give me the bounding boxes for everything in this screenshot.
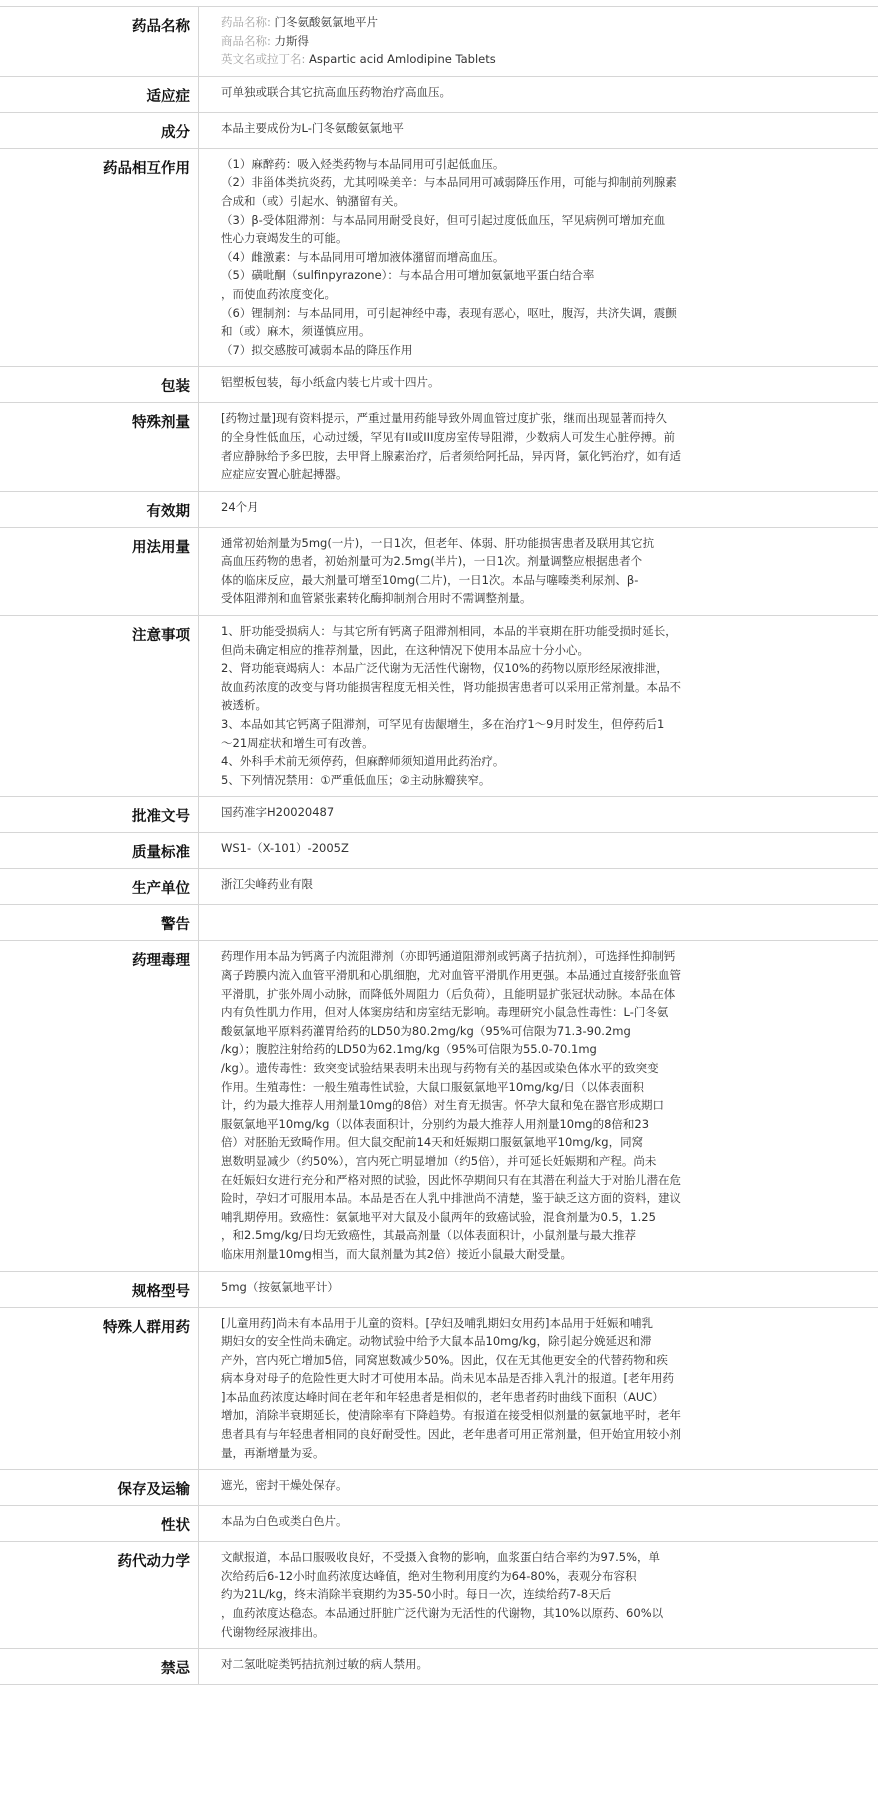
row-text-line: 对二氢吡啶类钙拮抗剂过敏的病人禁用。 xyxy=(221,1657,428,1672)
row-text-line: 倍）对胚胎无致畸作用。但大鼠交配前14天和妊娠期口服氨氯地平10mg/kg，同窝 xyxy=(221,1135,644,1150)
row-text-line: 4、外科手术前无须停药，但麻醉师须知道用此药治疗。 xyxy=(221,754,505,769)
spec-row xyxy=(0,1649,878,1685)
row-text-line: （5）磺吡酮（sulfinpyrazone）：与本品合用可增加氨氯地平蛋白结合率 xyxy=(221,268,595,283)
row-text-line: ]本品血药浓度达峰时间在老年和年轻患者是相似的，老年患者药时曲线下面积（AUC） xyxy=(221,1389,664,1404)
row-text-line: ～21周症状和增生可有改善。 xyxy=(221,735,374,750)
row-text-line: 1、肝功能受损病人：与其它所有钙离子阻滞剂相同，本品的半衰期在肝功能受损时延长， xyxy=(221,624,677,639)
row-text-line: 药理作用本品为钙离子内流阻滞剂（亦即钙通道阻滞剂或钙离子拮抗剂），可选择性抑制钙 xyxy=(221,949,676,964)
row-text-line: 但尚未确定相应的推荐剂量，因此，在这种情况下使用本品应十分小心。 xyxy=(221,642,589,657)
spec-row xyxy=(0,367,878,403)
spec-row xyxy=(0,1307,878,1470)
row-text-line: 代谢物经尿液排出。 xyxy=(221,1624,325,1639)
row-text-line: WS1-（X-101）-2005Z xyxy=(221,841,349,856)
row-label: 注意事项 xyxy=(0,616,199,797)
spec-row-names xyxy=(0,7,878,77)
row-label: 特殊剂量 xyxy=(0,403,199,491)
row-value xyxy=(199,833,879,869)
row-value xyxy=(199,367,879,403)
row-text-line: 5mg（按氨氯地平计） xyxy=(221,1279,339,1294)
spec-row xyxy=(0,616,878,797)
row-text-line: [儿童用药]尚未有本品用于儿童的资料。[孕妇及哺乳期妇女用药]本品用于妊娠和哺乳 xyxy=(221,1315,653,1330)
row-value xyxy=(199,491,879,527)
row-value xyxy=(199,1271,879,1307)
row-label: 禁忌 xyxy=(0,1649,199,1685)
spec-row xyxy=(0,1506,878,1542)
row-label: 质量标准 xyxy=(0,833,199,869)
row-text-line: 崽数明显减少（约50%），宫内死亡明显增加（约5倍），并可延长妊娠期和产程。尚未 xyxy=(221,1153,657,1168)
row-text-line: 病本身对母子的危险性更大时才可使用本品。尚未见本品是否排入乳汁的报道。[老年用药 xyxy=(221,1371,674,1386)
spec-row xyxy=(0,1271,878,1307)
row-text-line: 国药准字H20020487 xyxy=(221,805,335,820)
row-label: 用法用量 xyxy=(0,527,199,615)
spec-row xyxy=(0,1542,878,1649)
row-text-line: 酸氨氯地平原料药灌胃给药的LD50为80.2mg/kg（95%可信限为71.3-90.2mg xyxy=(221,1023,631,1038)
row-text-line: 者应静脉给予多巴胺，去甲肾上腺素治疗，后者须给阿托品，异丙肾，氯化钙治疗，如有适 xyxy=(221,448,681,463)
name-key: 药品名称: xyxy=(221,15,271,29)
row-text-line: 内有负性肌力作用，但对人体窦房结和房室结无影响。毒理研究小鼠急性毒性：L-门冬氨 xyxy=(221,1005,669,1020)
row-text-line: 性心力衰竭发生的可能。 xyxy=(221,231,348,246)
spec-row xyxy=(0,112,878,148)
spec-row xyxy=(0,403,878,491)
row-text-line: 文献报道，本品口服吸收良好，不受摄入食物的影响，血浆蛋白结合率约为97.5%，单 xyxy=(221,1550,661,1565)
row-label: 性状 xyxy=(0,1506,199,1542)
row-text-line: 离子跨膜内流入血管平滑肌和心肌细胞，尤对血管平滑肌作用更强。本品通过直接舒张血管 xyxy=(221,968,681,982)
row-text-line: 应症应安置心脏起搏器。 xyxy=(221,467,348,482)
spec-row xyxy=(0,76,878,112)
row-text-line: 本品主要成份为L-门冬氨酸氨氯地平 xyxy=(221,120,404,135)
row-text-line: 5、下列情况禁用：①严重低血压；②主动脉瓣狭窄。 xyxy=(221,772,491,787)
name-key: 英文名或拉丁名: xyxy=(221,52,306,67)
row-text-line: 浙江尖峰药业有限 xyxy=(221,877,313,892)
row-label: 药品相互作用 xyxy=(0,148,199,367)
row-value xyxy=(199,616,879,797)
row-label: 特殊人群用药 xyxy=(0,1307,199,1470)
row-text-line: 体的临床反应，最大剂量可增至10mg(二片)，一日1次。本品与噻嗪类利尿剂、β- xyxy=(221,572,639,587)
row-text-line: 增加，消除半衰期延长，使清除率有下降趋势。有报道在接受相似剂量的氨氯地平时，老年 xyxy=(221,1408,681,1423)
row-value xyxy=(199,905,879,941)
row-text-line: 量，再渐增量为妥。 xyxy=(221,1445,325,1460)
row-label: 保存及运输 xyxy=(0,1470,199,1506)
spec-row xyxy=(0,797,878,833)
row-value xyxy=(199,7,879,77)
row-label: 成分 xyxy=(0,112,199,148)
row-value xyxy=(199,797,879,833)
row-text-line: 在妊娠妇女进行充分和严格对照的试验，因此怀孕期间只有在其潜在利益大于对胎儿潜在危 xyxy=(221,1172,681,1187)
row-label: 生产单位 xyxy=(0,869,199,905)
row-text-line: （4）雌激素：与本品同用可增加液体潴留而增高血压。 xyxy=(221,249,505,264)
trade-name-line xyxy=(221,32,872,51)
name-value: 力斯得 xyxy=(274,33,310,48)
row-text-line: 高血压药物的患者，初始剂量可为2.5mg(半片)，一日1次。剂量调整应根据患者个 xyxy=(221,554,643,569)
row-label: 药品名称 xyxy=(0,7,199,77)
row-value xyxy=(199,148,879,367)
row-text-line: ，而使血药浓度变化。 xyxy=(221,286,336,301)
row-label: 规格型号 xyxy=(0,1271,199,1307)
row-text-line: 3、本品如其它钙离子阻滞剂，可罕见有齿龈增生，多在治疗1～9月时发生，但停药后1 xyxy=(221,717,665,732)
row-text-line: 险时，孕妇才可服用本品。本品是否在人乳中排泄尚不清楚，鉴于缺乏这方面的资料，建议 xyxy=(221,1191,681,1206)
drug-spec-table xyxy=(0,6,878,1685)
row-text-line: ，血药浓度达稳态。本品通过肝脏广泛代谢为无活性的代谢物，其10%以原药、60%以 xyxy=(221,1606,664,1621)
row-text-line: 铝塑板包装，每小纸盒内装七片或十四片。 xyxy=(221,375,440,390)
row-text-line: 24个月 xyxy=(221,499,259,514)
row-text-line: 服氨氯地平10mg/kg（以体表面积计，分别约为最大推荐人用剂量10mg的8倍和23 xyxy=(221,1116,650,1131)
row-label: 药代动力学 xyxy=(0,1542,199,1649)
row-text-line: 和（或）麻木，须谨慎应用。 xyxy=(221,324,371,339)
row-text-line: 受体阻滞剂和血管紧张素转化酶抑制剂合用时不需调整剂量。 xyxy=(221,591,532,606)
row-text-line: 的全身性低血压，心动过缓，罕见有II或III度房室传导阻滞，少数病人可发生心脏停搏。前 xyxy=(221,429,675,444)
row-text-line: （2）非甾体类抗炎药，尤其吲哚美辛：与本品同用可减弱降压作用，可能与抑制前列腺素 xyxy=(221,175,677,190)
spec-row xyxy=(0,869,878,905)
row-value xyxy=(199,527,879,615)
row-text-line: （6）锂制剂：与本品同用，可引起神经中毒，表现有恶心，呕吐，腹泻，共济失调，震颤 xyxy=(221,305,677,320)
spec-row xyxy=(0,833,878,869)
spec-row xyxy=(0,491,878,527)
row-text-line: （3）β-受体阻滞剂：与本品同用耐受良好，但可引起过度低血压，罕见病例可增加充血 xyxy=(221,212,666,227)
row-text-line: /kg）；腹腔注射给药的LD50为62.1mg/kg（95%可信限为55.0-70.1mg xyxy=(221,1042,597,1057)
row-value xyxy=(199,403,879,491)
spec-row xyxy=(0,1470,878,1506)
row-text-line: 被透析。 xyxy=(221,698,267,713)
row-value xyxy=(199,1506,879,1542)
row-text-line: （7）拟交感胺可减弱本品的降压作用 xyxy=(221,342,413,357)
row-text-line: 产外，宫内死亡增加5倍，同窝崽数减少50%。因此，仅在无其他更安全的代替药物和疾 xyxy=(221,1352,668,1367)
row-text-line: [药物过量]现有资料提示，严重过量用药能导致外周血管过度扩张，继而出现显著而持久 xyxy=(221,411,667,426)
row-label: 有效期 xyxy=(0,491,199,527)
row-text-line: 遮光，密封干燥处保存。 xyxy=(221,1478,348,1493)
row-text-line: 期妇女的安全性尚未确定。动物试验中给予大鼠本品10mg/kg，除引起分娩延迟和滞 xyxy=(221,1334,652,1349)
drug-name-line xyxy=(221,13,872,32)
row-value xyxy=(199,869,879,905)
row-label: 药理毒理 xyxy=(0,941,199,1271)
row-text-line: 临床用剂量10mg相当，而大鼠剂量为其2倍）接近小鼠最大耐受量。 xyxy=(221,1246,572,1261)
spec-row xyxy=(0,527,878,615)
row-text-line: 平滑肌，扩张外周小动脉，而降低外周阻力（后负荷），且能明显扩张冠状动脉。本品在体 xyxy=(221,986,676,1001)
row-value xyxy=(199,1307,879,1470)
row-text-line: 哺乳期停用。致癌性：氨氯地平对大鼠及小鼠两年的致癌试验，混食剂量为0.5，1.25 xyxy=(221,1209,656,1224)
row-value xyxy=(199,1649,879,1685)
row-value xyxy=(199,1470,879,1506)
spec-row xyxy=(0,941,878,1271)
row-text-line: 本品为白色或类白色片。 xyxy=(221,1514,348,1529)
row-text-line: 次给药后6-12小时血药浓度达峰值，绝对生物利用度约为64-80%，表观分布容积 xyxy=(221,1568,637,1583)
row-label: 批准文号 xyxy=(0,797,199,833)
spec-row xyxy=(0,905,878,941)
row-label: 警告 xyxy=(0,905,199,941)
row-text-line: /kg）。遗传毒性：致突变试验结果表明未出现与药物有关的基因或染色体水平的致突变 xyxy=(221,1060,659,1075)
row-text-line: 可单独或联合其它抗高血压药物治疗高血压。 xyxy=(221,84,451,99)
row-text-line: （1）麻醉药：吸入烃类药物与本品同用可引起低血压。 xyxy=(221,156,505,171)
row-value xyxy=(199,1542,879,1649)
row-value xyxy=(199,941,879,1271)
english-name-line xyxy=(221,50,872,69)
name-value: 门冬氨酸氨氯地平片 xyxy=(274,15,379,29)
row-value xyxy=(199,112,879,148)
row-text-line: 患者具有与年轻患者相同的良好耐受性。因此，老年患者可用正常剂量，但开始宜用较小剂 xyxy=(221,1427,681,1442)
row-label: 适应症 xyxy=(0,76,199,112)
row-label: 包装 xyxy=(0,367,199,403)
row-text-line: 2、肾功能衰竭病人：本品广泛代谢为无活性代谢物，仅10%的药物以原形经尿液排泄， xyxy=(221,661,668,676)
row-text-line: 约为21L/kg，终末消除半衰期约为35-50小时。每日一次，连续给药7-8天后 xyxy=(221,1587,612,1602)
row-text-line: 通常初始剂量为5mg(一片)，一日1次，但老年、体弱、肝功能损害患者及联用其它抗 xyxy=(221,535,655,550)
row-value xyxy=(199,76,879,112)
row-text-line: 作用。生殖毒性：一般生殖毒性试验，大鼠口服氨氯地平10mg/kg/日（以体表面积 xyxy=(221,1079,644,1094)
name-key: 商品名称: xyxy=(221,33,271,48)
row-text-line: 合成和（或）引起水、钠潴留有关。 xyxy=(221,193,405,208)
name-value: Aspartic acid Amlodipine Tablets xyxy=(309,52,496,67)
spec-row xyxy=(0,148,878,367)
row-text-line: ，和2.5mg/kg/日均无致癌性，其最高剂量（以体表面积计，小鼠剂量与最大推荐 xyxy=(221,1228,636,1243)
row-text-line: 计，约为最大推荐人用剂量10mg的8倍）对生育无损害。怀孕大鼠和兔在器官形成期口 xyxy=(221,1098,664,1113)
row-text-line: 故血药浓度的改变与肾功能损害程度无相关性，肾功能损害患者可以采用正常剂量。本品不 xyxy=(221,679,681,694)
